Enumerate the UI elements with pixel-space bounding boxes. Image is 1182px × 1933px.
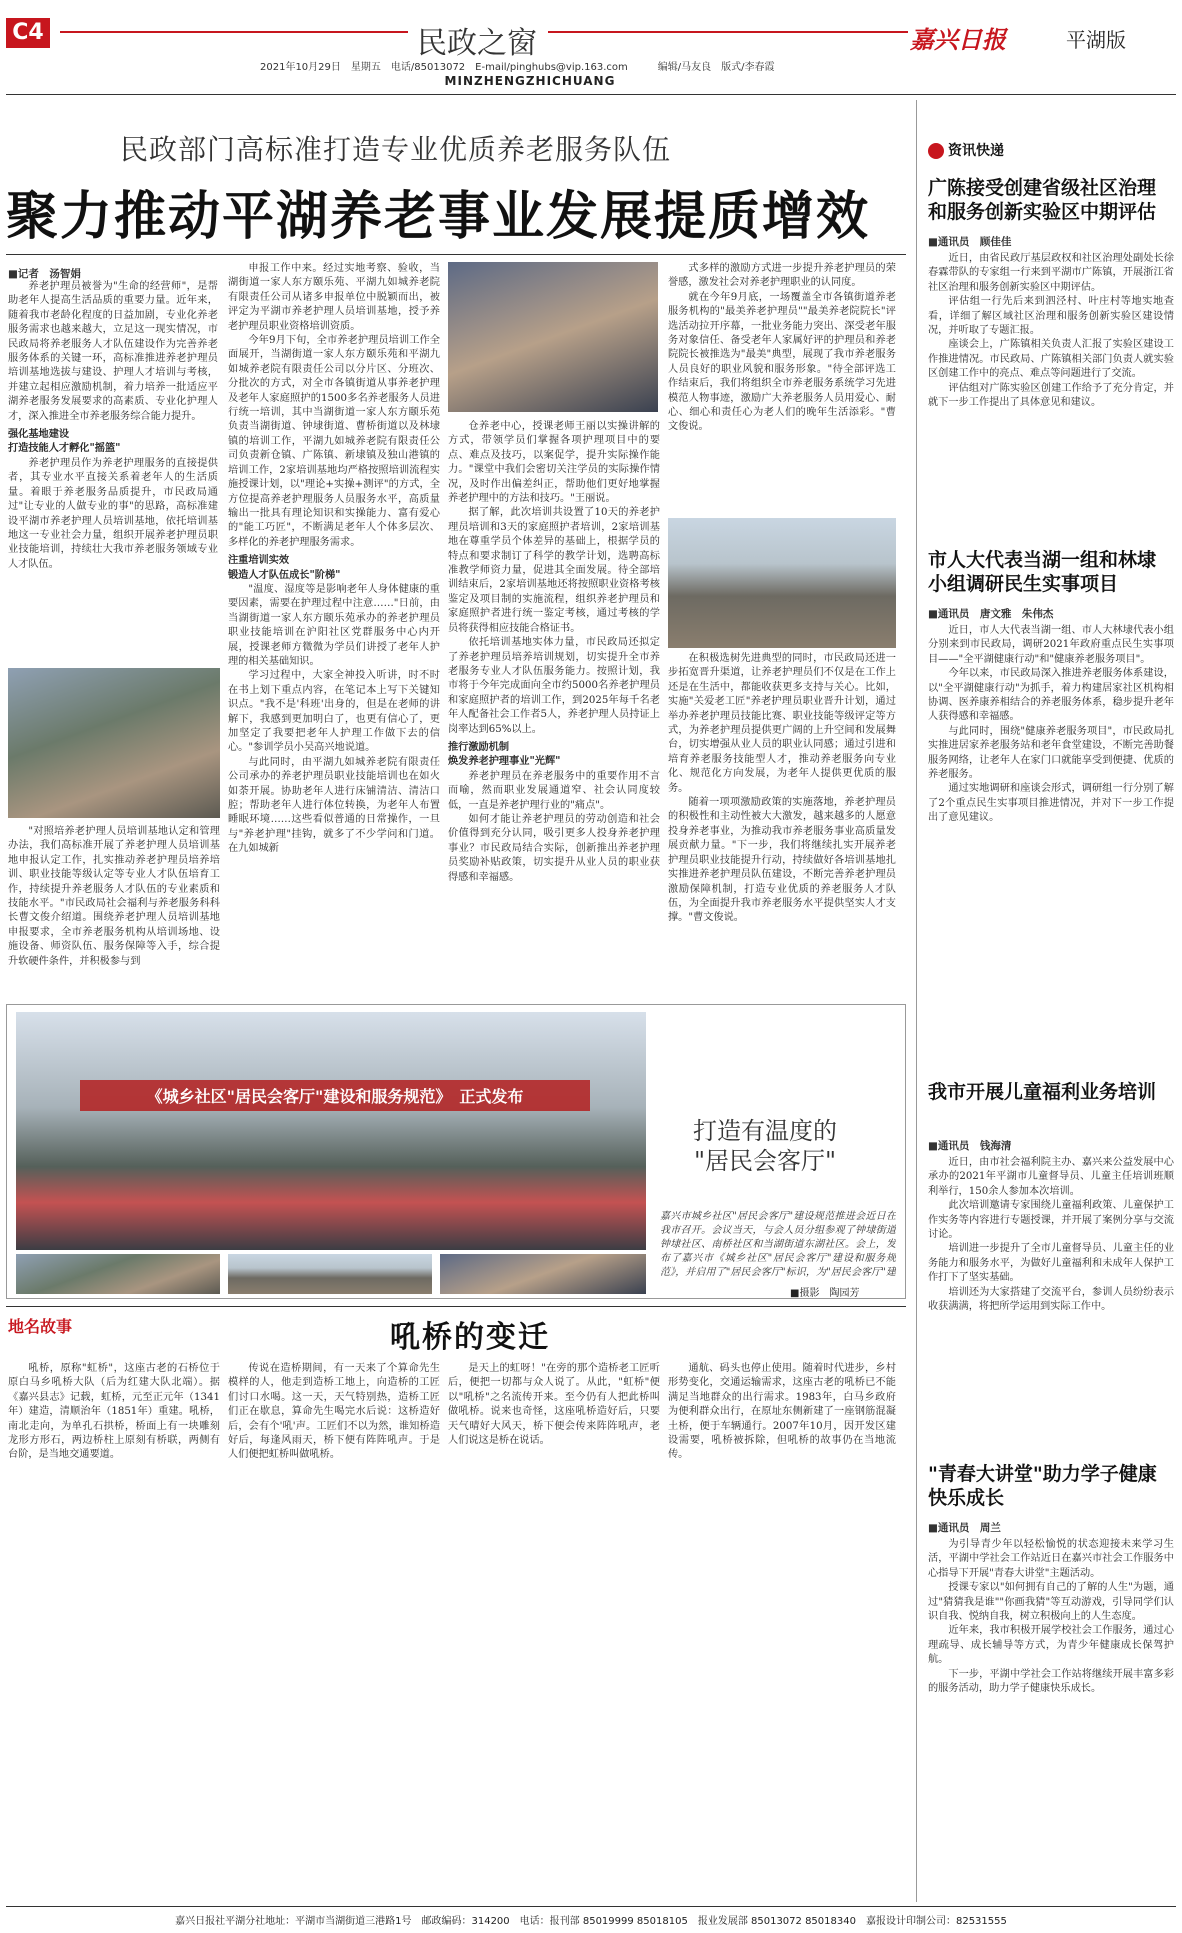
section-title: 民政之窗	[417, 26, 537, 61]
sidebar-divider	[916, 100, 917, 1902]
feature-credit: ■摄影 陶园芳	[790, 1288, 860, 1299]
lead-col4-text: 式多样的激励方式进一步提升养老护理员的荣誉感，激发社会对养老护理职业的认同度。 就在今年9月底，一场覆盖全市各镇街道养老服务机构的"最美养老护理员""最美养老院院长"评选活动拉开序幕，一批业务能力突出、深受老年服务对象信任、备受老年人家属好评的护理员和养老院院长被推选为"最美"典型，展现了我市养老服务人员良好的职业风貌和服务形象。"待全部评选工作结束后，我们将组织全市养老服务系统学习先进模范人物事迹，激励广大养老服务人员用爱心、耐心、细心和责任心为老人们的晚年生活添彩。"曹文俊说。	[668, 263, 896, 433]
column-tag: 地名故事	[8, 1317, 73, 1336]
side-body-1: 近日，由省民政厅基层政权和社区治理处副处长徐春霖带队的专家组一行来到平湖市广陈镇，开展浙江省社区治理和服务创新实验区中期评估。 评估组一行先后来到泗泾村、叶庄村等地实地查看，详细了解区域社区治理和服务创新实验区建设情况，并听取了专题汇报。 座谈会上，广陈镇相关负责人汇报了实验区建设工作推进情况。市民政局、广陈镇相关部门负责人就实验区创建工作中的亮点、难点等问题进行了交流。 评估组对广陈实验区创建工作给予了充分肯定，并就下一步工作提出了具体意见和建议。	[928, 253, 1174, 409]
sidebar-section: 资讯快递	[928, 140, 1048, 160]
lead-headline: 聚力推动平湖养老事业发展提质增效	[6, 187, 871, 247]
page-code: C4	[6, 18, 50, 48]
lead-kicker: 民政部门高标准打造专业优质养老服务队伍	[120, 133, 672, 166]
launch-banner: 《城乡社区"居民会客厅"建设和服务规范》 正式发布	[80, 1080, 590, 1111]
footer-text: 嘉兴日报社平湖分社地址：平湖市当湖街道三港路1号 邮政编码：314200 电话：报刊部 85019999 85018105 报业发展部 85013072 85018340 嘉报设计印制公司：82531555	[175, 1916, 1007, 1927]
side-body-3: 近日，由市社会福利院主办、嘉兴来公益发展中心承办的2021年平湖市儿童督导员、儿童主任培训班顺利举行，150余人参加本次培训。 此次培训邀请专家围绕儿童福利政策、儿童保护工作实务等内容进行专题授课，并开展了案例分享与交流讨论。 培训进一步提升了全市儿童督导员、儿童主任的业务能力和服务水平，为做好儿童福利和未成年人保护工作打下了坚实基础。 培训还为大家搭建了交流平台，参训人员纷纷表示收获满满，将把所学运用到实际工作中。	[928, 1157, 1174, 1313]
feature-title	[660, 1116, 870, 1176]
training-photo	[8, 668, 220, 818]
feature-body: 嘉兴市城乡社区"居民会客厅"建设规范推进会近日在我市召开。会议当天，与会人员分组参观了钟埭街道钟埭社区、南桥社区和当湖街道东湖社区。会上，发布了嘉兴市《城乡社区"居民会客厅"建设和服务规范》，并启用了"居民会客厅"标识，为"居民会客厅"建	[660, 1211, 896, 1278]
bottom-title: 吼桥的变迁	[390, 1320, 550, 1355]
side-title-3: 我市开展儿童福利业务培训	[928, 1081, 1157, 1103]
masthead-divider	[60, 31, 408, 33]
bottom-col4: 通航、码头也停止使用。随着时代进步，乡村形势变化，交通运输需求，这座古老的吼桥已不能满足当地群众的出行需求。1983年，白马乡政府为便利群众出行，在原址东侧新建了一座钢筋混凝土桥，便于车辆通行。2007年10月，因开发区建设需要，吼桥被拆除，但吼桥的故事仍在当地流传。	[668, 1363, 896, 1461]
bottom-col2: 传说在造桥期间，有一天来了个算命先生模样的人，他走到造桥工地上，向造桥的工匠们讨口水喝。这一天，天气特别热，造桥工匠们正在歇息，算命先生喝完水后说：这桥造好后，会有个'吼'声。工匠们不以为然，谁知桥造好后，每逢风雨天，桥下便有阵阵吼声。于是人们便把虹桥叫做吼桥。	[228, 1363, 440, 1461]
newspaper-logo: 嘉兴日报	[910, 25, 1006, 54]
section-pinyin: MINZHENGZHICHUANG	[444, 74, 616, 88]
edition-label: 平湖版	[1066, 28, 1126, 52]
lead-byline: ■记者 汤智娟	[8, 268, 81, 280]
side-title-4: "青春大讲堂"助力学子健康快乐成长	[928, 1463, 1157, 1509]
news-icon	[928, 143, 944, 159]
side-body-4: 为引导青少年以轻松愉悦的状态迎接未来学习生活，平湖中学社会工作站近日在嘉兴市社会工作服务中心指导下开展"青春大讲堂"主题活动。 授课专家以"如何拥有自己的了解的人生"为题，通过"猜猜我是谁""你画我猜"等互动游戏，引导同学们认识自我、悦纳自我，树立积极向上的人生态度。 近年来，我市积极开展学校社会工作服务，通过心理疏导、成长辅导等方式，为青少年健康成长保驾护航。 下一步，平湖中学社会工作站将继续开展丰富多彩的服务活动，助力学子健康快乐成长。	[928, 1539, 1174, 1695]
launch-photo	[16, 1012, 646, 1250]
small-photo-2	[228, 1254, 432, 1294]
side-byline-2: ■通讯员 唐文雅 朱伟杰	[928, 608, 1054, 620]
header-rule	[6, 94, 1176, 95]
group-photo	[668, 518, 896, 648]
practice-photo	[448, 262, 658, 412]
side-body-2: 近日，市人大代表当湖一组、市人大林埭代表小组分别来到市民政局，调研2021年政府重点民生实事项目——"全平湖健康行动"和"健康养老服务项目"。 今年以来，市民政局深入推进养老服务体系建设，以"全平湖健康行动"为抓手，着力构建居家社区机构相协调、医养康养相结合的养老服务体系，稳步提升老年人获得感和幸福感。 与此同时，围绕"健康养老服务项目"，市民政局扎实推进居家养老服务站和老年食堂建设，不断完善助餐服务网络，让老年人在家门口就能享受到便捷、优质的养老服务。 通过实地调研和座谈会形式，调研组一行分别了解了2个重点民生实事项目推进情况，并对下一步工作提出了意见建议。	[928, 625, 1174, 824]
bottom-col1: 吼桥，原称"虹桥"，这座古老的石桥位于原白马乡吼桥大队（后为红建大队北端）。据《嘉兴县志》记载，虹桥，元至正元年（1341年）建造，清顺治年（1851年）重建。吼桥，南北走向，为单孔石拱桥，桥面上有一块雕刻龙形方形石，两边桥柱上原刻有桥联，两侧有台阶，是当地交通要道。	[8, 1363, 220, 1461]
side-byline-3: ■通讯员 钱海清	[928, 1140, 1012, 1152]
side-byline-4: ■通讯员 周兰	[928, 1522, 1001, 1534]
lead-rule	[6, 254, 906, 255]
lead-col3-text: 仓养老中心，授课老师王丽以实操讲解的方式，带领学员们掌握各项护理项目中的要点、难点及技巧，以案促学，提升实际操作能力。"课堂中我们会密切关注学员的实际操作情况，及时作出偏差纠正，帮助他们更好地掌握养老护理中的方法和技巧。"王丽说。 据了解，此次培训共设置了10天的养老护理员培训和3天的家庭照护者培训，2家培训基地在尊重学员个体差异的基础上，根据学员的特点和要求制订了科学的教学计划，选聘高标准教学师资力量，促进其全面发展。待全部培训结束后，2家培训基地还将按照职业资格考核鉴定及项目制的实施流程，组织养老护理员和家庭照护者进行统一鉴定考核，通过考核的学员将获得相应技能合格证书。 依托培训基地实体力量，市民政局还拟定了养老护理员培养培训规划，切实提升全市养老服务专业人才队伍服务能力。按照计划，我市将于今年完成面向全市约5000名养老护理员和家庭照护者的培训工作，到2025年每千名老年人配备社会工作者5人，养老护理人员持证上岗率达到65%以上。 推行激励机制 焕发养老护理事业"光辉" 养老护理员在养老服务中的重要作用不言而喻，然而职业发展通道窄、社会认同度较低，一直是养老护理行业的"痛点"。 如何才能让养老护理员的劳动创造和社会价值得到充分认同，吸引更多人投身养老护理事业？市民政局结合实际，创新推出养老护理员奖励补贴政策，切实提升从业人员的职业获得感和幸福感。	[448, 421, 660, 883]
footer-rule	[6, 1906, 1176, 1907]
side-title-2: 市人大代表当湖一组和林埭小组调研民生实事项目	[928, 549, 1157, 595]
bottom-rule	[6, 1306, 906, 1307]
feature-title-line1: 打造有温度的	[693, 1117, 837, 1145]
lead-col1-text: 养老护理员被誉为"生命的经营师"，是帮助老年人提高生活品质的重要力量。近年来，随着我市老龄化程度的日益加剧，专业化养老服务需求也越来越大，立足这一现实情况，市民政局将养老服务人才队伍建设作为完善养老服务体系的关键一环，高标准推进养老护理员培训基地选拔与建设、护理人才培训与考核，并建立起相应激励机制，着力培养一批适应平湖养老服务发展要求的高素质、专业化护理人才，深入推进全市养老服务综合能力提升。 强化基地建设 打造技能人才孵化"摇篮" 养老护理员作为养老护理服务的直接提供者，其专业水平直接关系着老年人的生活质量。着眼于养老服务品质提升，市民政局通过"让专业的人做专业的事"的思路，高标准建设平湖市养老护理人员培训基地，依托培训基地这一专业社会力量，组织开展养老护理员职业技能培训，持续壮大我市养老服务领域专业人才队伍。	[8, 281, 218, 570]
lead-col1-caption: "对照培养老护理人员培训基地认定和管理办法，我们高标准开展了养老护理人员培训基地申报认定工作，扎实推动养老护理员培养培训、职业技能等级认定等专业人才队伍培育工作，持续提升养老服务人才队伍的专业素质和技能水平。"市民政局社会福利与养老服务科科长曹文俊介绍道。围绕养老护理人员培训基地申报要求，全市养老服务机构从培训场地、设施设备、师资队伍、服务保障等入手，综合提升软硬件条件，并积极参与到	[8, 826, 220, 967]
bottom-col3: 是天上的虹呀！"在旁的那个造桥老工匠听后，便把一切都与众人说了。从此，"虹桥"便以"吼桥"之名流传开来。至今仍有人把此桥叫做吼桥。说来也奇怪，这座吼桥造好后，只要天气晴好大风天，桥下便会传来阵阵吼声，老人们说这是桥在说话。	[448, 1363, 660, 1447]
side-title-1: 广陈接受创建省级社区治理和服务创新实验区中期评估	[928, 177, 1157, 223]
small-photo-3	[440, 1254, 646, 1294]
small-photo-1	[16, 1254, 220, 1294]
date-line: 2021年10月29日 星期五 电话/85013072 E-mail/pinghubs@vip.163.com 编辑/马友良 版式/李春霞	[260, 62, 775, 73]
lead-col4-text-b: 在积极选树先进典型的同时，市民政局还进一步拓宽晋升渠道，让养老护理员们不仅是在工作上还是在生活中，都能收获更多支持与关心。比如，实施"关爱老工匠"养老护理员职业晋升计划，通过举办养老护理员技能比赛、职业技能等级评定等方式，为养老护理员提供更广阔的上升空间和发展舞台，切实增强从业人员的职业认同感；通过引进和培育养老服务技能型人才，推动养老服务向专业化、规范化方向发展，为老年人提供更优质的服务。 随着一项项激励政策的实施落地，养老护理员的积极性和主动性被大大激发，越来越多的人愿意投身养老事业，为推动我市养老服务事业高质量发展贡献力量。"下一步，我们将继续扎实开展养老护理员职业技能提升行动，持续做好各培训基地扎实推进养老护理员队伍建设，不断完善养老护理员激励保障机制，打造专业优质的养老服务人才队伍，为全面提升我市养老服务水平提供坚实人才支撑。"曹文俊说。	[668, 653, 896, 924]
masthead-divider	[548, 31, 908, 33]
side-byline-1: ■通讯员 顾佳佳	[928, 236, 1012, 248]
lead-col2-text: 申报工作中来。经过实地考察、验收，当湖街道一家人东方颐乐苑、平湖九如城养老院有限责任公司从诸多申报单位中脱颖而出，被评定为平湖市养老护理人员培训基地，授予养老护理员职业资格培训资质。 今年9月下旬，全市养老护理员培训工作全面展开，当湖街道一家人东方颐乐苑和平湖九如城养老院有限责任公司以分片区、分班次、分批次的方式，对全市各镇街道从事养老护理及老年人家庭照护的1500多名养老服务人员进行统一培训，其中当湖街道一家人东方颐乐苑负责当湖街道、钟埭街道、曹桥街道以及林埭镇的培训工作，平湖九如城养老院有限责任公司负责新仓镇、广陈镇、新埭镇及独山港镇的培训工作，2家培训基地均严格按照培训流程实施授课计划，以"理论+实操+测评"的方式，全方位提高养老护理服务人员服务水平，高质量输出一批具有理论知识和实操能力、富有爱心的"能工巧匠"，不断满足老年人个体多层次、多样化的养老护理服务需求。 注重培训实效 锻造人才队伍成长"阶梯" "温度、湿度等是影响老年人身体健康的重要因素，需要在护理过程中注意……"日前，由当湖街道一家人东方颐乐苑承办的养老护理员职业技能培训在沪阳社区党群服务中心内开展，授课老师方微微为学员们讲授了老年人护理的相关基础知识。 学习过程中，大家全神投入听讲，时不时在书上划下重点内容，在笔记本上写下关键知识点。"我不是'科班'出身的，但是在老师的讲解下，我感到更加明白了，也更有信心了，更加坚定了我要把老年人护理工作做下去的信心。"参训学员小吴高兴地说道。 与此同时，由平湖九如城养老院有限责任公司承办的养老护理员职业技能培训也在如火如荼开展。协助老年人进行床铺清洁、清洁口腔；帮助老年人进行体位转换，为老年人布置睡眠环境……这些看似普通的日常操作，一旦与"养老护理"挂钩，就多了不少学问和门道。在九如城新	[228, 263, 440, 855]
feature-title-line2: "居民会客厅"	[693, 1147, 837, 1175]
